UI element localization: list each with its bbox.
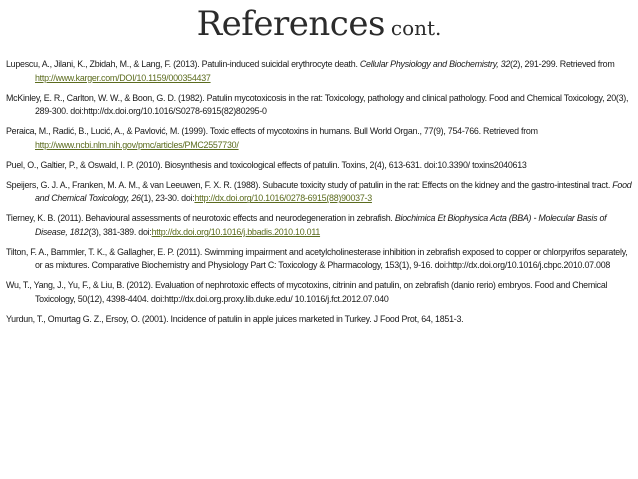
reference-item bbox=[6, 246, 634, 273]
reference-item bbox=[6, 212, 634, 239]
reference-item bbox=[6, 313, 634, 327]
reference-text: Tilton, F. A., Bammler, T. K., & Gallagher, E. P. (2011). Swimming impairment and acetylcholinesterase inhibition in zebrafish exposed to copper or chlorpyrifos separately, or as mixtures. Comparative Biochemistry and Physiology Part C: Toxicology & Pharmacology, 153(1), 9-16. doi:http://dx.doi.org/10.1016/j.cbpc.2010.07.008 bbox=[6, 246, 628, 271]
reference-text: Wu, T., Yang, J., Yu, F., & Liu, B. (2012). Evaluation of nephrotoxic effects of mycotoxins, citrinin and patulin, on zebrafish (danio rerio) embryos. Food and Chemical Toxicology, 50(12), 4398-4404. doi:http://dx.doi.org.proxy.lib.duke.edu/ 10.1016/j.fct.2012.07.040 bbox=[6, 280, 608, 305]
reference-text: McKinley, E. R., Carlton, W. W., & Boon, G. D. (1982). Patulin mycotoxicosis in the rat: Toxicology, pathology and clinical pathology. Food and Chemical Toxicology, 20(3), 289-300. doi:http://dx.doi.org/10.1016/S0278-6915(82)80295-0 bbox=[6, 92, 629, 117]
reference-link[interactable]: http://dx.doi.org/10.1016/0278-6915(88)90037-3 bbox=[194, 193, 372, 204]
reference-item bbox=[6, 58, 634, 85]
reference-text: Puel, O., Galtier, P., & Oswald, I. P. (2010). Biosynthesis and toxicological effects of patulin. Toxins, 2(4), 613-631. doi:10.3390/ toxins2040613 bbox=[6, 159, 527, 170]
reference-text: (2), 291-299. Retrieved from bbox=[510, 59, 615, 69]
reference-journal: Cellular Physiology and Biochemistry, 32 bbox=[359, 59, 511, 69]
reference-journal: Food and Chemical Toxicology, 26 bbox=[35, 179, 632, 204]
reference-text: (3), 381-389. doi: bbox=[88, 226, 152, 237]
reference-item bbox=[6, 179, 634, 206]
reference-text: Tierney, K. B. (2011). Behavioural assessments of neurotoxic effects and neurodegeneration in zebrafish. bbox=[6, 213, 395, 224]
title-main: References bbox=[196, 4, 385, 44]
reference-text: Speijers, G. J. A., Franken, M. A. M., & van Leeuwen, F. X. R. (1988). Subacute toxicity study of patulin in the rat: Effects on the kidney and the gastro-intestinal tract. bbox=[6, 179, 613, 190]
slide-title bbox=[0, 4, 638, 44]
reference-link[interactable]: http://www.karger.com/DOI/10.1159/000354437 bbox=[35, 72, 211, 83]
title-sub: cont. bbox=[390, 16, 442, 40]
reference-link[interactable]: http://www.ncbi.nlm.nih.gov/pmc/articles/PMC2557730/ bbox=[35, 139, 239, 150]
reference-item bbox=[6, 125, 634, 152]
reference-text: Peraica, M., Radić, B., Lucić, A., & Pavlović, M. (1999). Toxic effects of mycotoxins in humans. Bull World Organ., 77(9), 754-766. Retrieved from bbox=[6, 126, 538, 137]
reference-text: Lupescu, A., Jilani, K., Zbidah, M., & Lang, F. (2013). Patulin-induced suicidal erythrocyte death. bbox=[6, 59, 360, 69]
reference-list bbox=[6, 58, 634, 333]
reference-item bbox=[6, 279, 634, 306]
reference-journal: Biochimica Et Biophysica Acta (BBA) - Molecular Basis of Disease, 1812 bbox=[35, 213, 607, 237]
reference-text: Yurdun, T., Omurtag G. Z., Ersoy, O. (2001). Incidence of patulin in apple juices marketed in Turkey. J Food Prot, 64, 1851-3. bbox=[6, 314, 464, 325]
reference-item bbox=[6, 159, 634, 173]
reference-item bbox=[6, 92, 634, 119]
reference-link[interactable]: http://dx.doi.org/10.1016/j.bbadis.2010.10.011 bbox=[151, 226, 321, 237]
reference-text: (1), 23-30. doi: bbox=[140, 193, 195, 204]
